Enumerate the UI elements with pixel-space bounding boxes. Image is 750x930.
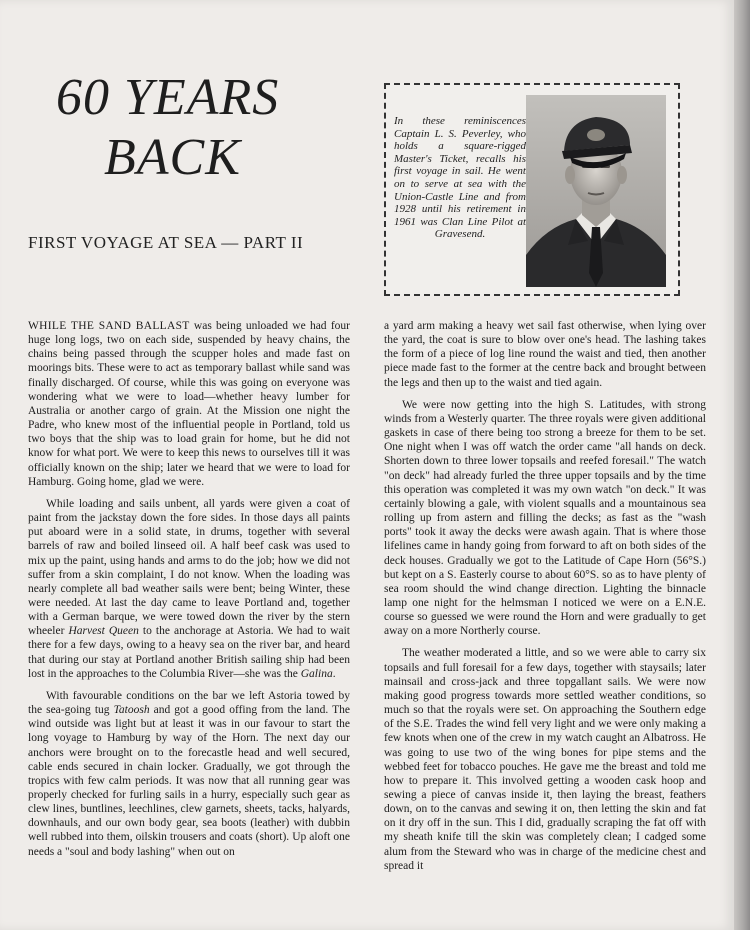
paragraph (28, 319, 350, 489)
portrait-illustration (526, 95, 666, 287)
paragraph-text: was being unloaded we had four huge long logs, two on each side, suspended by heavy chains, the chains being passed through the scupper holes and made fast on moorings bits. These were to act as temporary ballast while sand was finally discharged. Of course, while this was going on everyone was wondering what we were to load—whether heavy lumber for Australia or another cargo of grain. At the Mission one night the Padre, who knew most of the influential people in Portland, told us two boys that the ship was to load grain for home, but he did not know for what port. We were to keep this news to ourselves till it was officially known on the ship; later we heard that we were to load for Hamburg. Going home, glad we were. (28, 320, 350, 488)
paragraph (28, 689, 350, 859)
captain-portrait-photo (526, 95, 666, 287)
paragraph-text: to the anchorage at Astoria. We had to wait there for a few days, owing to a heavy sea on the river bar, and heard that during our stay at Portland another British sailing ship had been lost in the approaches to the Columbia River—she was the (28, 625, 350, 680)
title-line-2: BACK (104, 129, 241, 186)
paragraph (28, 497, 350, 681)
paragraph-text: . (332, 667, 336, 680)
ship-name: Harvest Queen (68, 625, 139, 638)
page-edge (734, 0, 750, 930)
paragraph: a yard arm making a heavy wet sail fast otherwise, when lying over the yard, the coat is sure to blow over one's head. The lashing takes the form of a piece of log line round the waist and tied, then another piece made fast to the former at the centre back and brought between the legs and then up to the waist and tied again. (384, 320, 706, 389)
paragraph-text: With favourable conditions on the bar we left Astoria towed by the sea-going tug (28, 689, 350, 717)
article-body (28, 319, 708, 924)
article-title (52, 68, 352, 188)
paragraph-text: While loading and sails unbent, all yards were given a coat of paint from the jackstay down the fore sides. In those days all paints put aboard were in a solid state, in drums, together with several barrels of raw and boiled linseed oil. A half beef cask was used to mix up the paint, using hands and arms to do the job; how we did not suffer from a skin complaint, I do not know. When the loading was nearly complete all bad weather sails were bent; being Winter, these were needed. At last the day came to leave Portland and, together with a German barque, we were towed down the river by the stern wheeler (28, 497, 350, 638)
paragraph-text: and got a good offing from the land. The wind outside was light but at least it was in our favour to start the long voyage to Hamburg by way of the Horn. The next day our anchors were brought on to the forecastle head and well secured, cable ends secured in chain locker. Gradually, we got through the tropics with few calm periods. It was now that all running gear was properly checked for furling sails in a hurry, especially such gear as clew lines, buntlines, leechlines, clew garnets, sheets, tacks, halyards, downhauls, and our own body gear, sea boots (leather) with dubbin well rubbed into them, oilskin trousers and coats (short). Up aloft one needs a "soul and body lashing" when out on (28, 704, 350, 858)
body-column-left (28, 319, 350, 924)
title-line-1: 60 YEARS (56, 69, 280, 126)
inset-caption: In these reminiscences Captain L. S. Peverley, who holds a square-rigged Master's Ticket, recalls his first voyage in sail. He went on to serve at sea with the Union-Castle Line and from 1928 until his retirement in 1961 was Clan Line Pilot at Gravesend. (394, 115, 526, 241)
ship-name: Tatoosh (113, 704, 150, 717)
paragraph: We were now getting into the high S. Latitudes, with strong winds from a Westerly quarter. The three royals were given additional gaskets in case of there being too strong a breeze for them to be set. One night when I was off watch the order came "all hands on deck. Shorten down to three lower topsails and reefed foresail." The watch "on deck" had already furled the three upper topsails and by the time this operation was completed it was my own watch "on deck." It was certainly blowing a gale, with violent squalls and a mountainous sea rolling up from astern and filling the decks; as fast as the "wash ports" took it away the decks were awash again. That is where those lifelines came in handy going from forward to aft on both sides of the deck houses. Gradually we got to the Latitude of Cape Horn (56°S.) but kept on a S. Easterly course to about 60°S. so as to have plenty of sea room should the wind change direction. Lighting the binnacle lamp one night for the helmsman I noticed we were on a E.N.E. course so guessed we were round the Horn and were gradually to get away on a more Northerly course. (384, 398, 706, 638)
body-column-right (384, 319, 706, 924)
article-subtitle: FIRST VOYAGE AT SEA — PART II (28, 233, 304, 252)
author-inset-box (384, 83, 680, 296)
paragraph: The weather moderated a little, and so we were able to carry six topsails and full foresail for a few days, together with staysails; later mainsail and cross-jack and three topgallant sails. We were now making good progress towards more settled weather conditions, so much so that the royals were set. On approaching the Southern edge of the S.E. Trades the wind fell very light and we were only making a few knots when one of the crew in my watch caught an Albatross. He was going to use two of the wing bones for pipe stems and the webbed feet for tobacco pouches. He gave me the breast and told me how to prepare it. This involved getting a wooden cask hoop and sewing a piece of canvas inside it, then laying the breast, feathers down, on to the canvas and sewing it on, then letting the skin and fat on it dry off in the sun. This I did, gradually scraping the fat off with my sheath knife till the skin was completely clean; I cadged some alum from the Steward who was in charge of the medicine chest and spread it (384, 647, 706, 872)
lead-in-caps: WHILE THE SAND BALLAST (28, 320, 190, 332)
ship-name: Galina (300, 667, 333, 680)
